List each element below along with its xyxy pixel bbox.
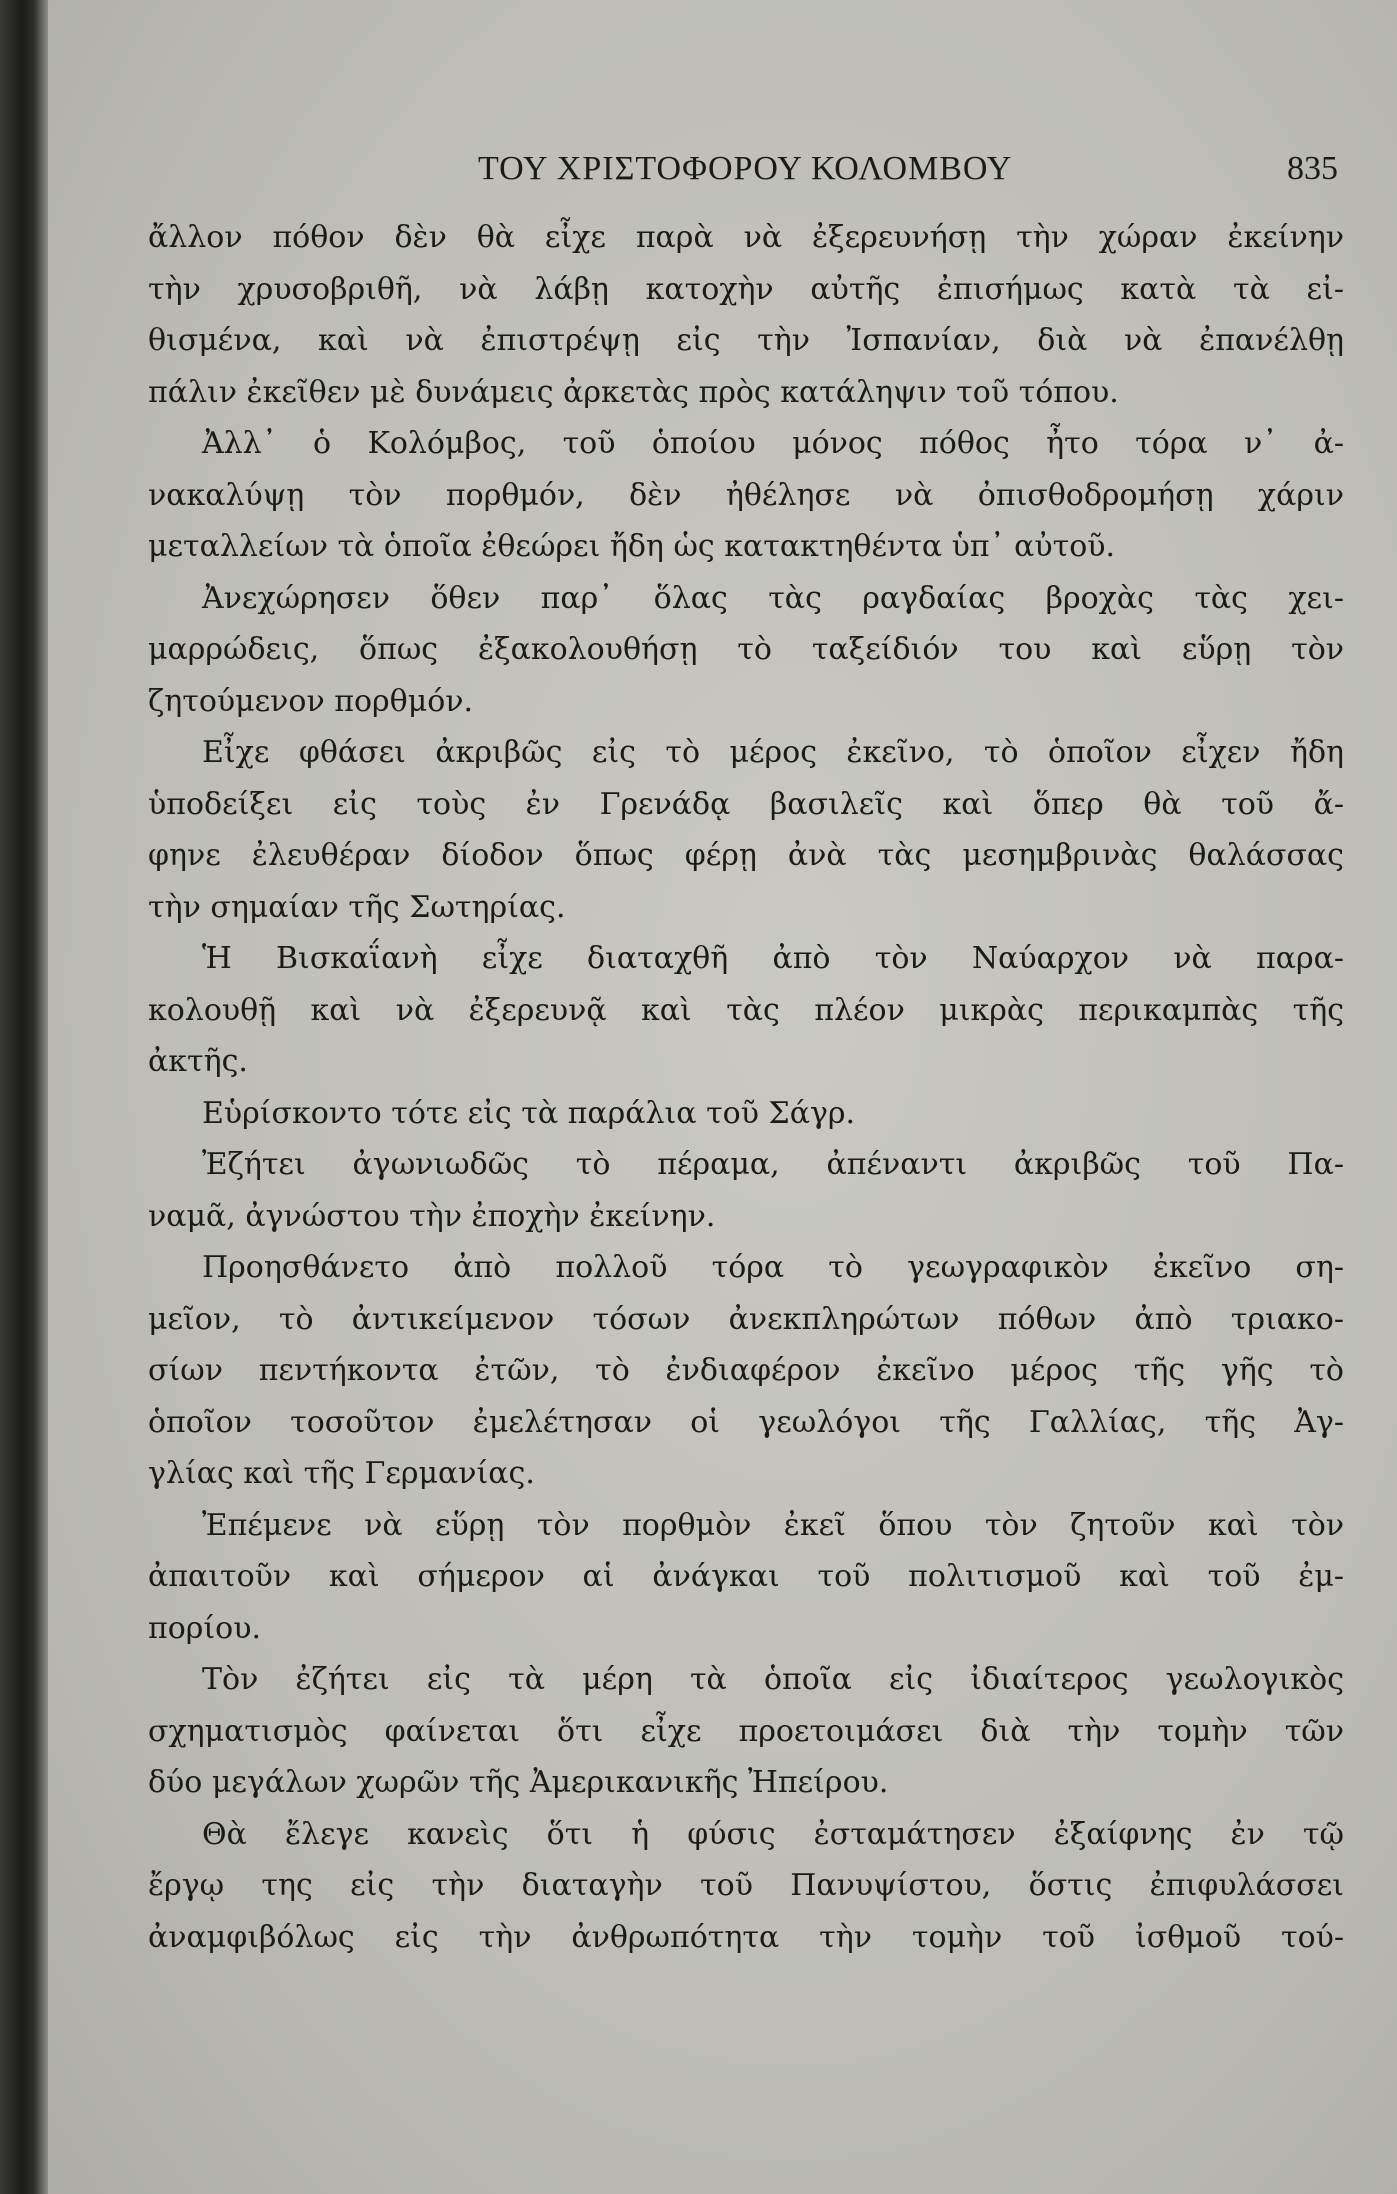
text-line: Ἐπέμενε νὰ εὕρῃ τὸν πορθμὸν ἐκεῖ ὅπου τὸν ζητοῦν καὶ τὸν	[202, 1507, 1344, 1543]
running-title: ΤΟΥ ΧΡΙΣΤΟΦΟΡΟΥ ΚΟΛΟΜΒΟΥ	[478, 150, 1013, 187]
text-line: δύο μεγάλων χωρῶν τῆς Ἀμερικανικῆς Ἠπείρου.	[148, 1765, 889, 1800]
text-line: Εὑρίσκοντο τότε εἰς τὰ παράλια τοῦ Σάγρ.	[202, 1095, 856, 1131]
text-line: Ἐζήτει ἀγωνιωδῶς τὸ πέραμα, ἀπέναντι ἀκριβῶς τοῦ Πα-	[202, 1147, 1344, 1182]
page-header	[148, 150, 1338, 210]
text-line: τὴν σημαίαν τῆς Σωτηρίας.	[148, 889, 566, 925]
text-line: Τὸν ἐζήτει εἰς τὰ μέρη τὰ ὁποῖα εἰς ἰδιαίτερος γεωλογικὸς	[202, 1662, 1344, 1697]
text-line: σίων πεντήκοντα ἐτῶν, τὸ ἐνδιαφέρον ἐκεῖνο μέρος τῆς γῆς τὸ	[148, 1353, 1344, 1388]
text-line: ἀπαιτοῦν καὶ σήμερον αἱ ἀνάγκαι τοῦ πολιτισμοῦ καὶ τοῦ ἐμ-	[148, 1559, 1344, 1594]
book-binding-edge	[0, 0, 48, 2194]
text-line: τὴν χρυσοβριθῆ, νὰ λάβῃ κατοχὴν αὐτῆς ἐπισήμως κατὰ τὰ εἰ-	[148, 271, 1344, 307]
text-line: Προησθάνετο ἀπὸ πολλοῦ τόρα τὸ γεωγραφικὸν ἐκεῖνο ση-	[202, 1250, 1344, 1285]
text-line: Ἀλλ᾽ ὁ Κολόμβος, τοῦ ὁποίου μόνος πόθος ἦτο τόρα ν᾽ ἀ-	[202, 426, 1344, 461]
page-number: 835	[1287, 150, 1338, 187]
book-page	[48, 0, 1397, 2194]
text-line: ἀναμφιβόλως εἰς τὴν ἀνθρωπότητα τὴν τομὴν τοῦ ἰσθμοῦ τού-	[148, 1919, 1344, 1955]
text-line: κολουθῇ καὶ νὰ ἐξερευνᾷ καὶ τὰς πλέον μικρὰς περικαμπὰς τῆς	[148, 992, 1344, 1028]
text-line: ὁποῖον τοσοῦτον ἐμελέτησαν οἱ γεωλόγοι τῆς Γαλλίας, τῆς Ἀγ-	[148, 1404, 1344, 1440]
text-line: ἀκτῆς.	[148, 1044, 248, 1079]
text-line: πορίου.	[148, 1610, 262, 1646]
text-line: ὑποδείξει εἰς τοὺς ἐν Γρενάδᾳ βασιλεῖς καὶ ὅπερ θὰ τοῦ ἄ-	[148, 786, 1344, 822]
text-line: ἄλλον πόθον δὲν θὰ εἶχε παρὰ νὰ ἐξερευνήσῃ τὴν χώραν ἐκείνην	[148, 220, 1344, 255]
text-line: ναμᾶ, ἀγνώστου τὴν ἐποχὴν ἐκείνην.	[148, 1198, 716, 1234]
text-line: ἔργῳ της εἰς τὴν διαταγὴν τοῦ Πανυψίστου, ὅστις ἐπιφυλάσσει	[148, 1868, 1344, 1903]
text-line: νακαλύψῃ τὸν πορθμόν, δὲν ἠθέλησε νὰ ὀπισθοδρομήσῃ χάριν	[148, 477, 1344, 513]
body-text	[148, 212, 1344, 1963]
text-line: Ἡ Βισκαΐανὴ εἶχε διαταχθῆ ἀπὸ τὸν Ναύαρχον νὰ παρα-	[202, 941, 1344, 976]
text-line: μεταλλείων τὰ ὁποῖα ἐθεώρει ἤδη ὡς κατακτηθέντα ὑπ᾽ αὐτοῦ.	[148, 529, 1116, 564]
text-line: σχηματισμὸς φαίνεται ὅτι εἶχε προετοιμάσει διὰ τὴν τομὴν τῶν	[148, 1713, 1344, 1749]
text-line: Θὰ ἔλεγε κανεὶς ὅτι ἡ φύσις ἐσταμάτησεν ἐξαίφνης ἐν τῷ	[202, 1816, 1344, 1852]
text-line: ζητούμενον πορθμόν.	[148, 683, 474, 719]
text-line: θισμένα, καὶ νὰ ἐπιστρέψῃ εἰς τὴν Ἰσπανίαν, διὰ νὰ ἐπανέλθῃ	[148, 323, 1344, 358]
text-line: Εἶχε φθάσει ἀκριβῶς εἰς τὸ μέρος ἐκεῖνο, τὸ ὁποῖον εἶχεν ἤδη	[202, 735, 1344, 770]
text-line: γλίας καὶ τῆς Γερμανίας.	[148, 1456, 535, 1491]
text-line: Ἀνεχώρησεν ὅθεν παρ᾽ ὅλας τὰς ραγδαίας βροχὰς τὰς χει-	[202, 580, 1344, 616]
text-line: πάλιν ἐκεῖθεν μὲ δυνάμεις ἀρκετὰς πρὸς κατάληψιν τοῦ τόπου.	[148, 374, 1119, 410]
text-line: μαρρώδεις, ὅπως ἐξακολουθήσῃ τὸ ταξείδιόν του καὶ εὕρῃ τὸν	[148, 632, 1344, 667]
text-line: φηνε ἐλευθέραν δίοδον ὅπως φέρῃ ἀνὰ τὰς μεσημβρινὰς θαλάσσας	[148, 838, 1344, 873]
text-line: μεῖον, τὸ ἀντικείμενον τόσων ἀνεκπληρώτων πόθων ἀπὸ τριακο-	[148, 1301, 1344, 1337]
